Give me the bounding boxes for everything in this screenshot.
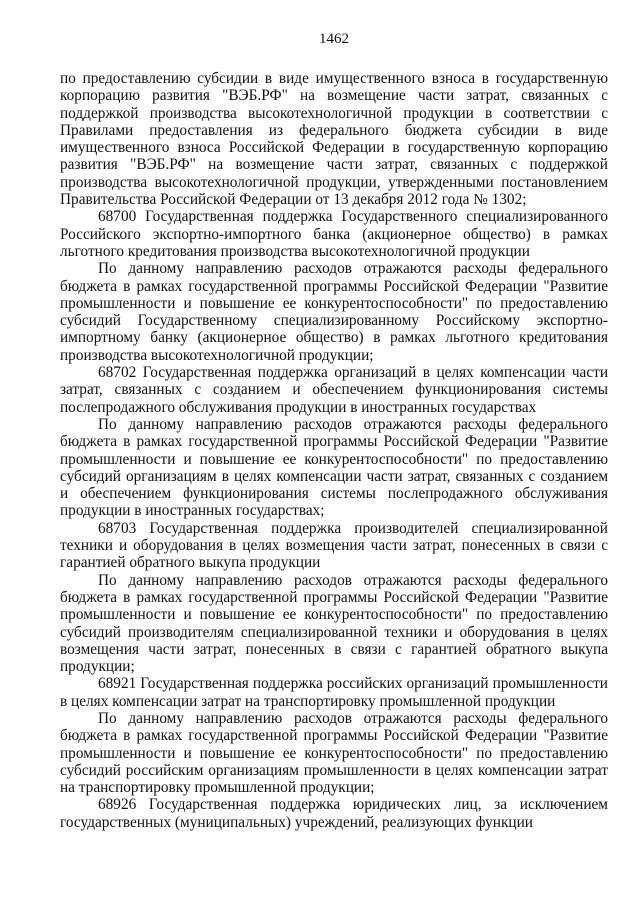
paragraph-description-68921: По данному направлению расходов отражаются расходы федерального бюджета в рамках государственной программы Российской Федерации "Развитие промышленности и повышение ее конкурентоспособности" по предоставлению субсидий российским организациям промышленности в целях компенсации затрат на транспортировку промышленной продукции; xyxy=(60,709,608,797)
document-page xyxy=(60,30,608,831)
paragraph-heading-68703: 68703 Государственная поддержка производителей специализированной техники и оборудования в целях возмещения части затрат, понесенных в связи с гарантией обратного выкупа продукции xyxy=(60,519,608,572)
paragraph-heading-68926: 68926 Государственная поддержка юридических лиц, за исключением государственных (муниципальных) учреждений, реализующих функции xyxy=(60,796,608,831)
paragraph-heading-68700: 68700 Государственная поддержка Государственного специализированного Российского экспортно-импортного банка (акционерное общество) в рамках льготного кредитования производства высокотехнологичной продукции xyxy=(60,208,608,260)
page-number: 1462 xyxy=(319,31,349,47)
paragraph-heading-68921: 68921 Государственная поддержка российских организаций промышленности в целях компенсации затрат на транспортировку промышленной продукции xyxy=(60,675,608,710)
paragraph-description-68703: По данному направлению расходов отражаются расходы федерального бюджета в рамках государственной программы Российской Федерации "Развитие промышленности и повышение ее конкурентоспособности" по предоставлению субсидий производителям специализированной техники и оборудования в целях возмещения части затрат, понесенных в связи с гарантией обратного выкупа продукции; xyxy=(60,571,608,676)
document-body xyxy=(60,70,608,831)
paragraph-description-68700: По данному направлению расходов отражаются расходы федерального бюджета в рамках государственной программы Российской Федерации "Развитие промышленности и повышение ее конкурентоспособности" по предоставлению субсидий Государственному специализированному Российскому экспортно-импортному банку (акционерное общество) в рамках льготного кредитования производства высокотехнологичной продукции; xyxy=(60,260,608,364)
paragraph-continuation: по предоставлению субсидии в виде имущественного взноса в государственную корпорацию развития "ВЭБ.РФ" на возмещение части затрат, связанных с поддержкой производства высокотехнологичной продукции в соответствии с Правилами предоставления из федерального бюджета субсидии в виде имущественного взноса Российской Федерации в государственную корпорацию развития "ВЭБ.РФ" на возмещение части затрат, связанных с поддержкой производства высокотехнологичной продукции, утвержденными постановлением Правительства Российской Федерации от 13 декабря 2012 года № 1302; xyxy=(60,70,608,209)
paragraph-description-68702: По данному направлению расходов отражаются расходы федерального бюджета в рамках государственной программы Российской Федерации "Развитие промышленности и повышение ее конкурентоспособности" по предоставлению субсидий организациям в целях компенсации части затрат, связанных с созданием и обеспечением функционирования системы послепродажного обслуживания продукции в иностранных государствах; xyxy=(60,415,608,520)
paragraph-heading-68702: 68702 Государственная поддержка организаций в целях компенсации части затрат, связанных с созданием и обеспечением функционирования системы послепродажного обслуживания продукции в иностранных государствах xyxy=(60,364,608,416)
